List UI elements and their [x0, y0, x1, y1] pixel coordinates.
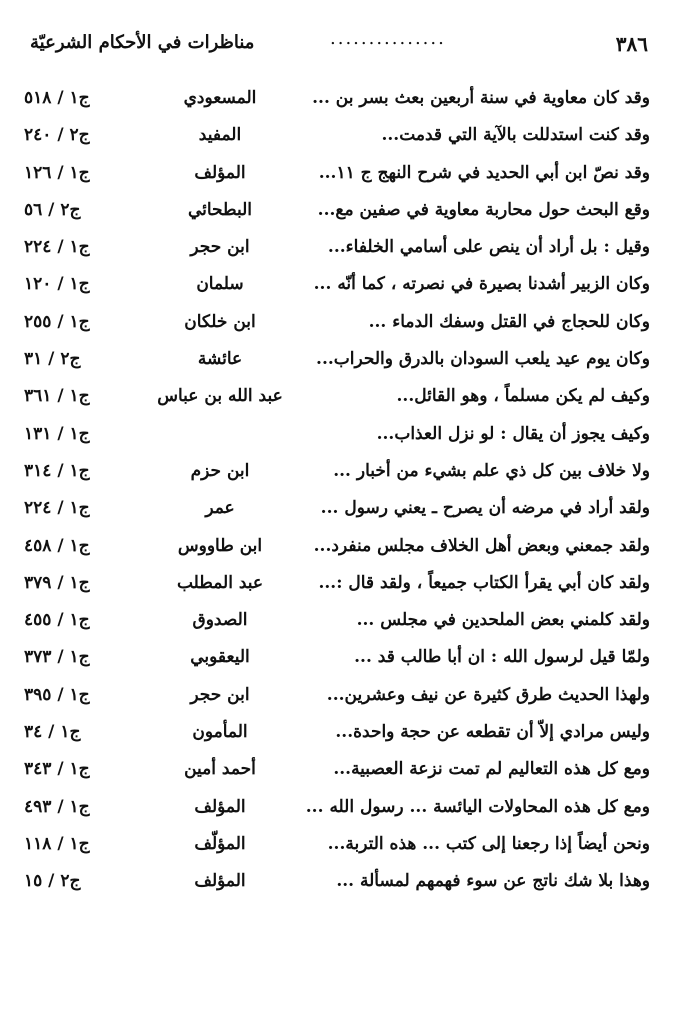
index-row — [0, 791, 700, 828]
index-author: المؤلّف — [194, 833, 246, 854]
index-reference: ج١ / ٤٥٨ — [24, 535, 90, 556]
index-reference: ج١ / ١٢٦ — [24, 162, 90, 183]
index-row — [0, 679, 700, 716]
index-text: وكيف لم يكن مسلماً ، وهو القائل... — [396, 386, 650, 407]
index-row — [0, 306, 700, 343]
index-reference: ج١ / ٢٢٤ — [24, 498, 90, 519]
index-row — [0, 268, 700, 305]
index-reference: ج٢ / ٣١ — [24, 349, 81, 370]
header-leader-dots: ............... — [330, 28, 446, 49]
index-reference: ج٢ / ٥٦ — [24, 199, 81, 220]
index-reference: ج١ / ١٣١ — [24, 423, 90, 444]
running-title: مناظرات في الأحكام الشرعيّة — [30, 32, 255, 53]
index-text: وكيف يجوز أن يقال : لو نزل العذاب... — [376, 423, 650, 444]
index-text: ونحن أيضاً إذا رجعنا إلى كتب ... هذه التربة... — [327, 833, 650, 854]
index-row — [0, 231, 700, 268]
index-row — [0, 157, 700, 194]
index-list — [0, 82, 700, 903]
index-author: المسعودي — [183, 88, 257, 108]
index-row — [0, 641, 700, 678]
index-author: ابن خلكان — [184, 311, 256, 332]
index-reference: ج٢ / ١٥ — [24, 871, 81, 892]
index-reference: ج١ / ٢٢٤ — [24, 237, 90, 258]
index-author: ابن حجر — [190, 684, 250, 705]
index-text: وكان للحجاج في القتل وسفك الدماء ... — [368, 311, 650, 332]
index-text: وكان يوم عيد يلعب السودان بالدرق والحراب... — [316, 349, 650, 370]
index-row — [0, 82, 700, 119]
index-row — [0, 492, 700, 529]
index-author: ابن حزم — [190, 460, 250, 481]
index-reference: ج١ / ٣٦١ — [24, 386, 90, 407]
index-reference: ج١ / ٣١٤ — [24, 460, 90, 481]
index-author: المأمون — [192, 722, 248, 743]
index-row — [0, 865, 700, 902]
index-author: المؤلف — [194, 796, 246, 817]
index-reference: ج١ / ٣٤ — [24, 722, 81, 743]
index-text: ولقد أراد في مرضه أن يصرح ـ يعني رسول ... — [320, 498, 650, 519]
index-author: عائشة — [197, 349, 243, 370]
index-reference: ج٢ / ٢٤٠ — [24, 125, 90, 146]
index-text: ولقد كان أبي يقرأ الكتاب جميعاً ، ولقد قال :... — [318, 572, 650, 593]
index-author: عبد المطلب — [176, 572, 264, 593]
index-author: عمر — [205, 498, 235, 519]
index-reference: ج١ / ٣٩٥ — [24, 684, 90, 705]
index-author: اليعقوبي — [190, 647, 250, 668]
index-text: وهذا بلا شك ناتج عن سوء فهمهم لمسألة ... — [336, 871, 650, 892]
index-text: وقد كنت استدللت بالآية التي قدمت... — [381, 125, 650, 146]
index-text: ولا خلاف بين كل ذي علم بشيء من أخبار ... — [333, 460, 650, 481]
index-row — [0, 418, 700, 455]
index-author: ابن طاووس — [177, 535, 263, 556]
index-row — [0, 119, 700, 156]
index-text: ومع كل هذه المحاولات اليائسة ... رسول الله ... — [305, 796, 650, 817]
index-text: ولمّا قيل لرسول الله : ان أبا طالب قد ... — [354, 647, 650, 668]
index-text: وقد نصّ ابن أبي الحديد في شرح النهج ج ١١... — [318, 162, 650, 183]
index-row — [0, 567, 700, 604]
index-text: وليس مرادي إلاّ أن تقطعه عن حجة واحدة... — [335, 722, 650, 743]
index-text: وقع البحث حول محاربة معاوية في صفين مع... — [317, 199, 650, 220]
index-row — [0, 194, 700, 231]
index-row — [0, 343, 700, 380]
index-reference: ج١ / ٣٧٩ — [24, 572, 90, 593]
index-text: وقد كان معاوية في سنة أربعين بعث بسر بن ... — [312, 88, 650, 108]
index-text: ومع كل هذه التعاليم لم تمت نزعة العصبية... — [333, 759, 650, 780]
index-author: الصدوق — [192, 610, 248, 631]
index-text: ولقد كلمني بعض الملحدين في مجلس ... — [356, 610, 650, 631]
page-header — [30, 28, 648, 62]
index-reference: ج١ / ١٢٠ — [24, 274, 90, 295]
index-text: وكان الزبير أشدنا بصيرة في نصرته ، كما أنّه ... — [313, 274, 650, 295]
index-row — [0, 716, 700, 753]
index-reference: ج١ / ٤٩٣ — [24, 796, 90, 817]
index-text: وقيل : بل أراد أن ينص على أسامي الخلفاء... — [327, 237, 650, 258]
index-text: ولهذا الحديث طرق كثيرة عن نيف وعشرين... — [326, 684, 650, 705]
index-row — [0, 380, 700, 417]
index-reference: ج١ / ٢٥٥ — [24, 311, 90, 332]
index-author: ابن حجر — [190, 237, 250, 258]
index-author: أحمد أمين — [184, 759, 256, 780]
index-reference: ج١ / ٣٧٣ — [24, 647, 90, 668]
page-number: ٣٨٦ — [615, 32, 648, 56]
index-author: البطحائي — [187, 199, 253, 220]
index-author: عبد الله بن عباس — [157, 386, 283, 407]
index-row — [0, 753, 700, 790]
index-row — [0, 828, 700, 865]
index-author: المفيد — [198, 125, 242, 146]
index-row — [0, 604, 700, 641]
index-reference: ج١ / ٣٤٣ — [24, 759, 90, 780]
index-author: المؤلف — [194, 871, 246, 892]
index-reference: ج١ / ٥١٨ — [24, 88, 90, 108]
index-author: المؤلف — [194, 162, 246, 183]
index-text: ولقد جمعني وبعض أهل الخلاف مجلس منفرد... — [313, 535, 650, 556]
index-row — [0, 530, 700, 567]
index-reference: ج١ / ٤٥٥ — [24, 610, 90, 631]
index-author: سلمان — [196, 274, 244, 295]
index-row — [0, 455, 700, 492]
index-reference: ج١ / ١١٨ — [24, 833, 90, 854]
